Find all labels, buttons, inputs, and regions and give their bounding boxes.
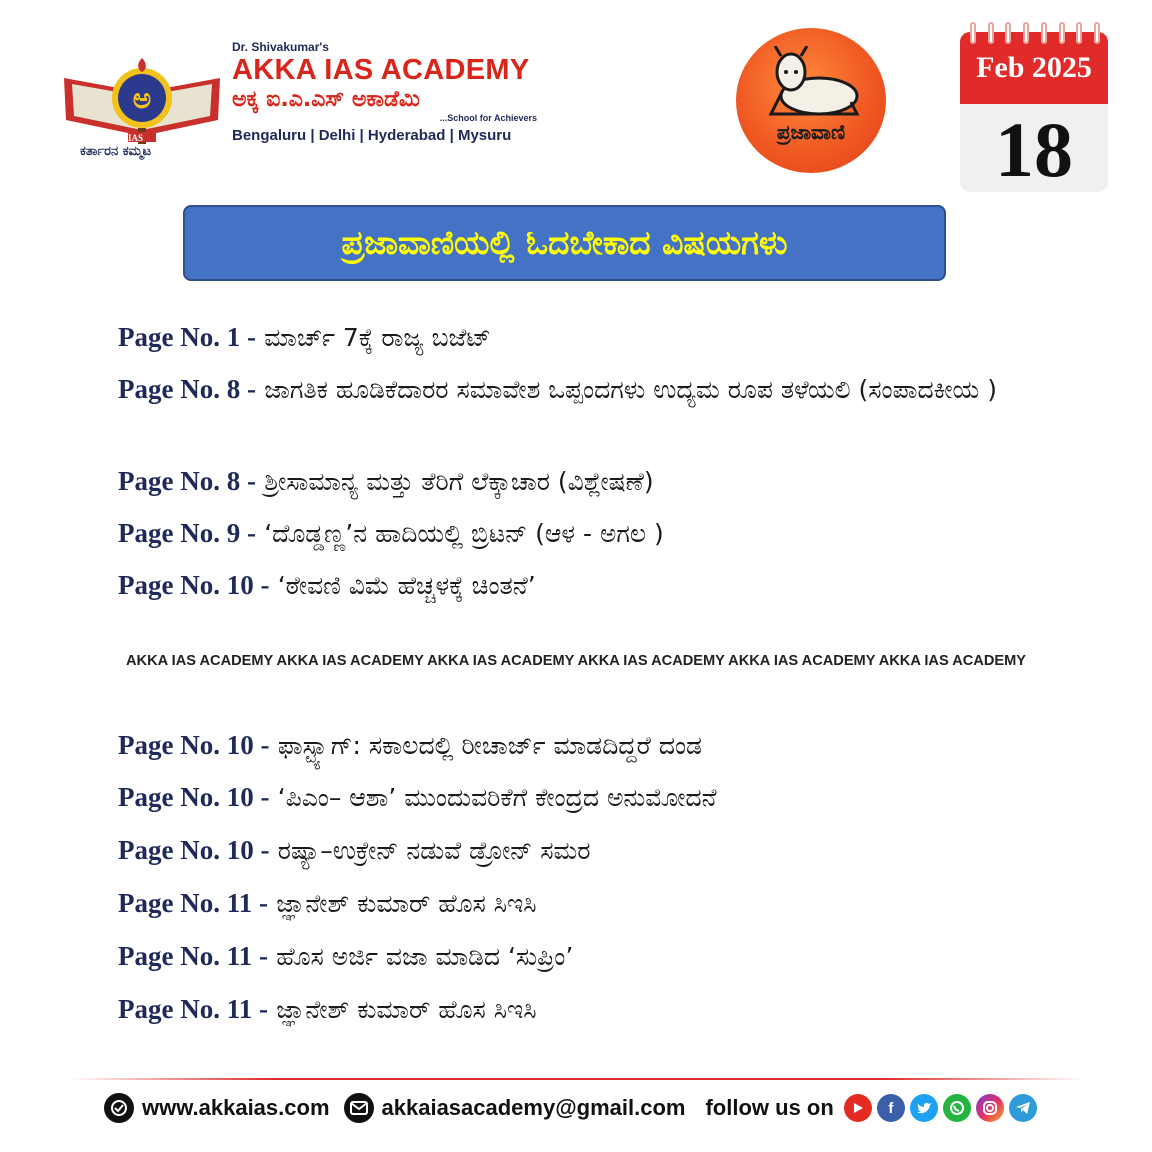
brand-motto: ...School for Achievers bbox=[439, 113, 537, 123]
article-title: ‘ಪಿಎಂ– ಆಶಾ’ ಮುಂದುವರಿಕೆಗೆ ಕೇಂದ್ರದ ಅನುಮೋದನೆ bbox=[277, 783, 717, 812]
list-item bbox=[118, 462, 1122, 501]
globe-icon bbox=[104, 1093, 134, 1123]
twitter-icon[interactable] bbox=[910, 1094, 938, 1122]
article-title: ರಷ್ಯಾ–ಉಕ್ರೇನ್ ನಡುವೆ ಡ್ರೋನ್ ಸಮರ bbox=[277, 836, 591, 865]
bull-icon bbox=[761, 46, 861, 118]
article-title: ಜ್ಞಾನೇಶ್ ಕುಮಾರ್ ಹೊಸ ಸಿಇಸಿ bbox=[276, 995, 537, 1024]
page-number: Page No. 10 - bbox=[118, 782, 270, 812]
calendar-day: 18 bbox=[960, 104, 1108, 192]
section-banner: ಪ್ರಜಾವಾಣಿಯಲ್ಲಿ ಓದಬೇಕಾದ ವಿಷಯಗಳು bbox=[183, 205, 946, 281]
footer bbox=[104, 1092, 1042, 1124]
article-title: ಫಾಸ್ಟ್ಯಾಗ್: ಸಕಾಲದಲ್ಲಿ ರೀಚಾರ್ಜ್ ಮಾಡದಿದ್ದರೆ ದಂಡ bbox=[277, 731, 702, 760]
list-item bbox=[118, 884, 1122, 923]
list-item bbox=[118, 514, 1122, 553]
article-title: ಜಾಗತಿಕ ಹೂಡಿಕೆದಾರರ ಸಮಾವೇಶ ಒಪ್ಪಂದಗಳು ಉದ್ಯಮ ರೂಪ ತಳೆಯಲಿ (ಸಂಪಾದಕೀಯ ) bbox=[264, 375, 997, 404]
academy-brand bbox=[232, 40, 562, 144]
calendar-month: Feb 2025 bbox=[960, 32, 1108, 104]
page-number: Page No. 11 - bbox=[118, 994, 268, 1024]
list-item bbox=[118, 370, 1122, 409]
brand-small-text: Dr. Shivakumar's bbox=[232, 40, 329, 54]
website-link[interactable]: www.akkaias.com bbox=[142, 1095, 330, 1120]
list-item bbox=[118, 937, 1122, 976]
page-number: Page No. 10 - bbox=[118, 730, 270, 760]
list-item bbox=[118, 778, 1122, 817]
page-number: Page No. 10 - bbox=[118, 835, 270, 865]
logo-tagline: ಕರ್ತಾರನ ಕಮ್ಮಟ bbox=[80, 144, 152, 159]
page-number: Page No. 8 - bbox=[118, 466, 256, 496]
page-number: Page No. 9 - bbox=[118, 518, 256, 548]
watermark-strip: AKKA IAS ACADEMY AKKA IAS ACADEMY AKKA IAS ACADEMY AKKA IAS ACADEMY AKKA IAS ACADEMY AKKA IAS ACADEMY bbox=[126, 653, 1026, 669]
list-item bbox=[118, 318, 1122, 357]
list-item bbox=[118, 831, 1122, 870]
email-icon bbox=[344, 1093, 374, 1123]
article-title: ‘ಠೇವಣಿ ವಿಮೆ ಹೆಚ್ಚಳಕ್ಕೆ ಚಿಂತನೆ’ bbox=[277, 571, 536, 600]
article-title: ಶ್ರೀಸಾಮಾನ್ಯ ಮತ್ತು ತೆರಿಗೆ ಲೆಕ್ಕಾಚಾರ (ವಿಶ್ಲೇಷಣೆ) bbox=[264, 467, 654, 496]
page-number: Page No. 10 - bbox=[118, 570, 270, 600]
list-item bbox=[118, 566, 1122, 605]
social-links bbox=[844, 1094, 1042, 1122]
article-title: ಮಾರ್ಚ್ 7ಕ್ಕೆ ರಾಜ್ಯ ಬಜೆಟ್ bbox=[264, 323, 491, 352]
footer-divider bbox=[70, 1078, 1085, 1080]
date-calendar bbox=[960, 22, 1108, 192]
newspaper-logo bbox=[736, 28, 886, 173]
calendar-rings bbox=[970, 22, 1100, 44]
page-number: Page No. 11 - bbox=[118, 888, 268, 918]
brand-name: AKKA IAS ACADEMY bbox=[232, 54, 530, 86]
instagram-icon[interactable] bbox=[976, 1094, 1004, 1122]
follow-label: follow us on bbox=[705, 1095, 834, 1120]
article-title: ಹೊಸ ಅರ್ಜಿ ವಜಾ ಮಾಡಿದ ‘ಸುಪ್ರಿಂ’ bbox=[276, 942, 574, 971]
newspaper-name: ಪ್ರಜಾವಾಣಿ bbox=[776, 120, 846, 144]
article-title: ‘ದೊಡ್ಡಣ್ಣ’ನ ಹಾದಿಯಲ್ಲಿ ಬ್ರಿಟನ್ (ಆಳ - ಅಗಲ ) bbox=[264, 519, 664, 548]
whatsapp-icon[interactable] bbox=[943, 1094, 971, 1122]
telegram-icon[interactable] bbox=[1009, 1094, 1037, 1122]
academy-logo bbox=[62, 40, 222, 165]
svg-text:ಅ: ಅ bbox=[132, 82, 152, 115]
facebook-icon[interactable]: f bbox=[877, 1094, 905, 1122]
ias-badge: IAS bbox=[128, 133, 144, 143]
brand-name-kannada: ಅಕ್ಕ ಐ.ಎ.ಎಸ್ ಅಕಾಡೆಮಿ bbox=[232, 87, 420, 112]
page-number: Page No. 8 - bbox=[118, 374, 256, 404]
page-number: Page No. 11 - bbox=[118, 941, 268, 971]
brand-cities: Bengaluru | Delhi | Hyderabad | Mysuru bbox=[232, 127, 512, 144]
article-title: ಜ್ಞಾನೇಶ್ ಕುಮಾರ್ ಹೊಸ ಸಿಇಸಿ bbox=[276, 889, 537, 918]
list-item bbox=[118, 990, 1122, 1029]
list-item bbox=[118, 726, 1122, 765]
page-number: Page No. 1 - bbox=[118, 322, 256, 352]
email-link[interactable]: akkaiasacademy@gmail.com bbox=[381, 1095, 686, 1120]
youtube-icon[interactable] bbox=[844, 1094, 872, 1122]
